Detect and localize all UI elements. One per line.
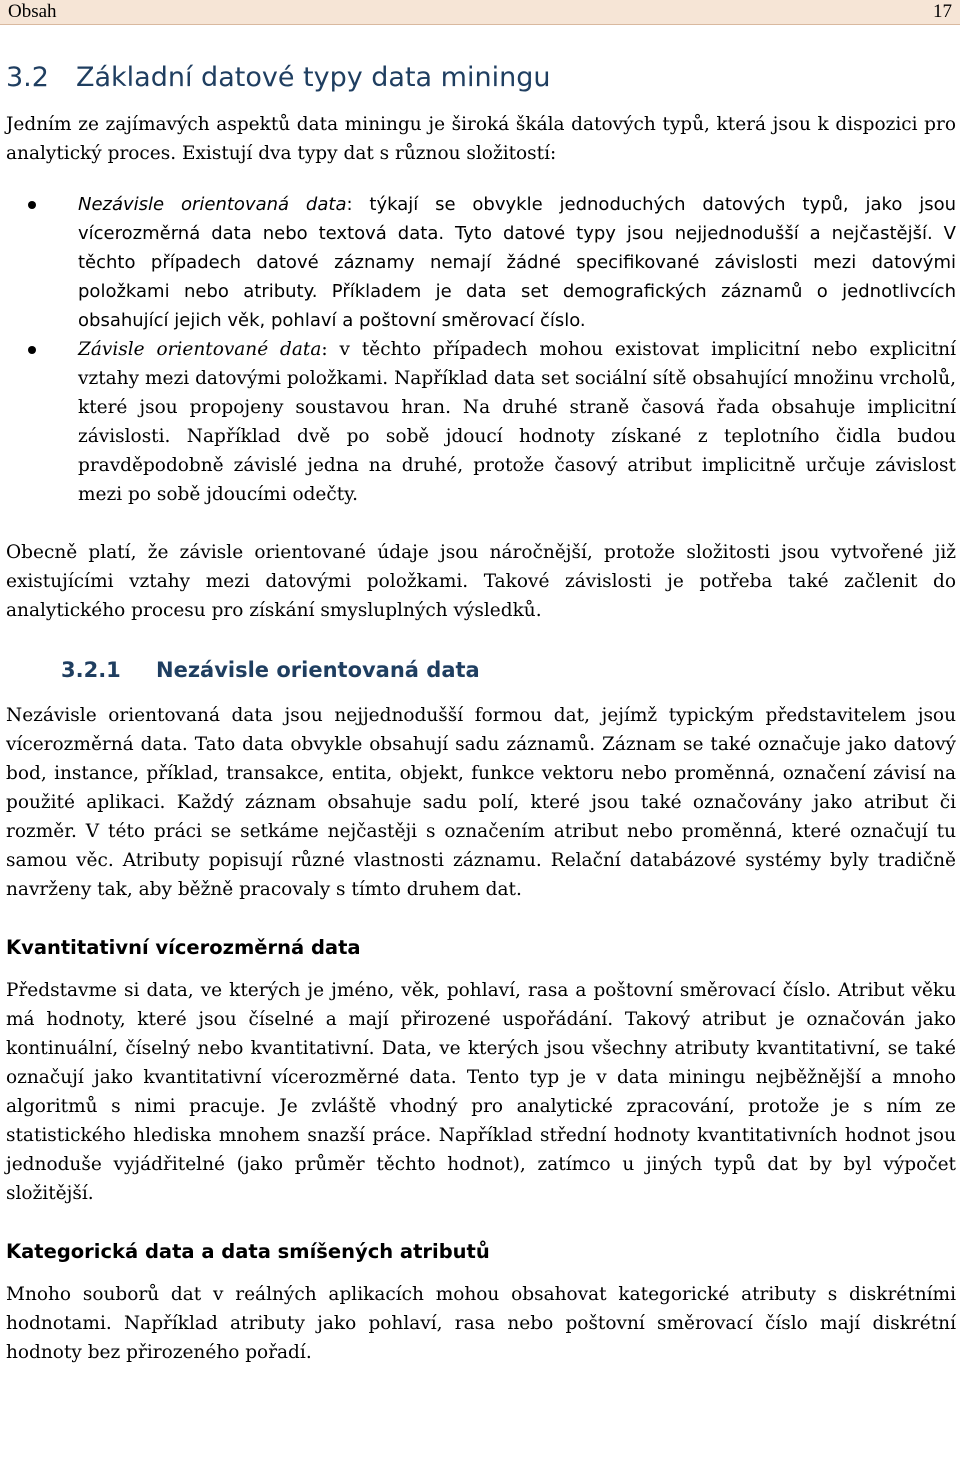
general-paragraph: Obecně platí, že závisle orientované údaje jsou náročnější, protože složitosti jsou vytvořené již existujícími vztahy mezi datovými položkami. Takové závislosti je potřeba také začlenit do analytického procesu pro získání smysluplných výsledků. [6,542,956,621]
page-content [6,58,956,1367]
list-item-text [78,335,956,509]
list-item-description: : týkají se obvykle jednoduchých datových typů, jako jsou vícerozměrná data nebo textová data. Tyto datové typy jsou nejjednodušší a nejčastější. V těchto případech datové záznamy nemají žádné specifikované závislosti mezi datovými položkami nebo atributy. Příkladem je data set demografických záznamů o jednotlivcích obsahující jejich věk, pohlaví a poštovní směrovací číslo. [78,194,956,331]
intro-paragraph: Jedním ze zajímavých aspektů data miningu je široká škála datových typů, která jsou k dispozici pro analytický proces. Existují dva typy dat s různou složitostí: [6,114,956,164]
list-item [6,190,956,335]
list-item [6,335,956,509]
page-number: 17 [933,1,952,22]
subsection-number: 3.2.1 [61,658,121,682]
bullet-icon [28,201,36,209]
subsection-heading [6,655,956,701]
bullet-icon [28,346,36,354]
list-item-term: Závisle orientované data [78,339,322,360]
header-chapter-label: Obsah [8,1,57,22]
quantitative-heading: Kvantitativní vícerozměrná data [6,936,361,959]
independent-data-paragraph: Nezávisle orientovaná data jsou nejjednodušší formou dat, jejímž typickým představitelem jsou vícerozměrná data. Tato data obvykle obsahují sadu záznamů. Záznam se také označuje jako datový bod, instance, příklad, transakce, entita, objekt, funkce vektoru nebo proměnná, označení závisí na použité aplikaci. Každý záznam obsahuje sadu polí, které jsou také označovány jako atribut či rozměr. V této práci se setkáme nejčastěji s označením atribut nebo proměnná, které označují tu samou věc. Atributy popisují různé vlastnosti záznamu. Relační databázové systémy byly tradičně navrženy tak, aby běžně pracovaly s tímto druhem dat. [6,705,956,900]
subsection-title: Nezávisle orientovaná data [156,658,480,682]
list-item-text [78,190,956,335]
section-heading [6,58,956,110]
quantitative-paragraph: Představme si data, ve kterých je jméno, věk, pohlaví, rasa a poštovní směrovací číslo. Atribut věku má hodnoty, které jsou číselné a mají přirozené uspořádání. Takový atribut je označován jako kontinuální, číselný nebo kvantitativní. Data, ve kterých jsou všechny atributy kvantitativní, se také označují jako kvantitativní vícerozměrné data. Tento typ je v data miningu nejběžnější a mnoho algoritmů s nimi pracuje. Je zvláště vhodný pro analytické zpracování, protože je s ním ze statistického hlediska mnohem snazší práce. Například střední hodnoty kvantitativních hodnot jsou jednoduše vyjádřitelné (jako průměr těchto hodnot), zatímco u jiných typů dat by byl výpočet složitější. [6,980,956,1204]
data-type-list [6,190,956,509]
categorical-heading: Kategorická data a data smíšených atributů [6,1240,490,1263]
section-number: 3.2 [6,62,49,93]
list-item-description: : v těchto případech mohou existovat implicitní nebo explicitní vztahy mezi datovými položkami. Například data set sociální sítě obsahující množinu vrcholů, které jsou propojeny soustavou hran. Na druhé straně časová řada obsahuje implicitní závislosti. Například dvě po sobě jdoucí hodnoty získané z teplotního čidla budou pravděpodobně závislé jedna na druhé, protože časový atribut implicitně určuje závislost mezi po sobě jdoucími odečty. [78,339,956,505]
running-header [0,0,960,25]
list-item-term: Nezávisle orientovaná data [78,194,347,215]
categorical-paragraph: Mnoho souborů dat v reálných aplikacích mohou obsahovat kategorické atributy s diskrétními hodnotami. Například atributy jako pohlaví, rasa nebo poštovní směrovací číslo mají diskrétní hodnoty bez přirozeného pořadí. [6,1284,956,1363]
section-title: Základní datové typy data miningu [76,62,551,93]
